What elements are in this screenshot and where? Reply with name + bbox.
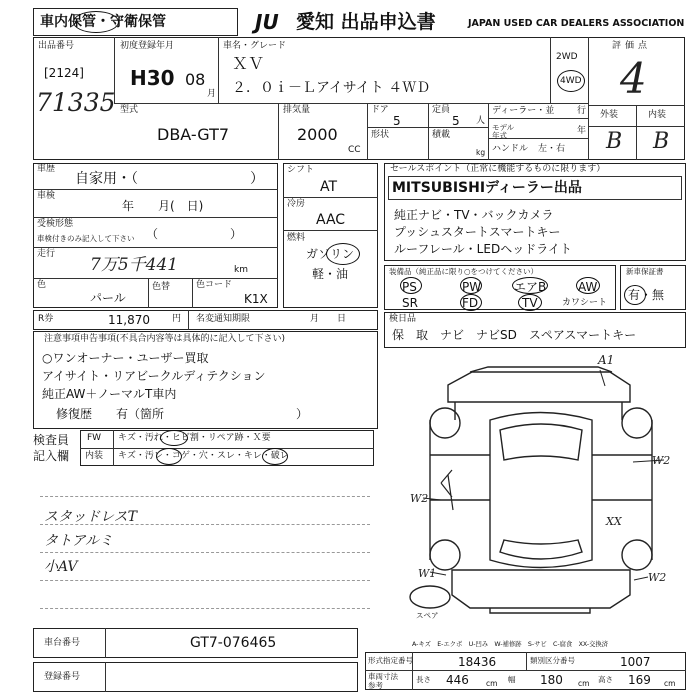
mileage-unit: km (234, 265, 248, 275)
ac-value: AAC (316, 212, 346, 228)
lot-number: 71335 (36, 88, 116, 117)
wid-label: 幅 (508, 675, 516, 684)
car-name: ＸＶ (232, 54, 265, 73)
regno-box (33, 662, 358, 692)
mark-w1: W1 (418, 567, 437, 580)
len-label: 長さ (416, 675, 431, 684)
fuel-gas: ガソリン (306, 247, 355, 261)
note-2: タトアルミ (44, 533, 114, 549)
len-value: 446 (446, 673, 469, 687)
score-value: 4 (620, 54, 647, 103)
int-score: B (653, 129, 670, 154)
sales-line-1: 純正ナビ・TV・バックカメラ (394, 208, 554, 222)
regno-label: 登録番号 (44, 672, 81, 682)
model-code-label: 形式指定番号 (368, 656, 413, 665)
load-unit: kg (476, 148, 486, 157)
lot-label: 出品番号 (38, 41, 75, 51)
handle-value: 左・右 (538, 144, 566, 154)
doors-value: 5 (393, 114, 401, 128)
checked-value: 保 取 ナビ ナビSD スペアスマートキー (392, 328, 637, 342)
equip-tv: TV (522, 296, 538, 310)
doors-label: ドア (371, 105, 389, 115)
assoc-name: JAPAN USED CAR DEALERS ASSOCIATION (468, 18, 685, 29)
reg-month: 08 (185, 70, 206, 89)
checker-label-1: 検査員 (33, 433, 70, 447)
equip-fd: FD (462, 296, 479, 310)
int-label: 内装 (648, 110, 667, 120)
mark-w2-left: W2 (410, 492, 429, 505)
history-label: 車歴 (37, 164, 56, 174)
chassis-label: 車台番号 (44, 638, 81, 648)
sales-line-3: ルーフレール・LEDヘッドライト (394, 242, 572, 256)
fuel-label: 燃料 (287, 233, 306, 243)
checker-int-items: キズ・汚レ・コゲ・穴・スレ・キレ・破レ (118, 451, 289, 461)
model-value: DBA-GT7 (157, 125, 230, 144)
class-value: 1007 (620, 655, 651, 669)
sales-headline: MITSUBISHIディーラー出品 (392, 180, 582, 196)
model-label: 型式 (120, 105, 139, 115)
wid-unit: cm (578, 679, 590, 688)
ext-score: B (606, 129, 623, 154)
mark-w2-rear: W2 (648, 571, 667, 584)
color-swap-label: 色替 (152, 282, 171, 292)
checker-label-2: 記入欄 (33, 449, 70, 463)
notice-value: 月 日 (310, 314, 347, 324)
inspection-value: 年 月( 日) (122, 199, 204, 213)
logo-mark: JU (255, 10, 279, 34)
disp-label: 排気量 (283, 105, 311, 115)
recycle-label: R券 (38, 314, 54, 324)
shift-label: シフト (287, 165, 315, 175)
checked-label: 検日品 (389, 314, 417, 324)
history-value: 自家用・（ ） (75, 171, 264, 187)
receipt-value: （ ） (146, 227, 243, 241)
ext-label: 外装 (600, 110, 619, 120)
equip-pw: PW (462, 280, 482, 294)
recycle-unit: 円 (172, 314, 182, 324)
seats-label: 定員 (432, 105, 451, 115)
receipt-label: 受検形態 (37, 219, 74, 229)
drive-2wd: 2WD (556, 52, 578, 62)
notice-label: 名変通知期限 (196, 314, 251, 324)
seats-unit: 人 (476, 116, 486, 126)
mark-spare: スペア (416, 611, 439, 620)
equip-ps: PS (402, 280, 417, 294)
equip-kawa: カワシート (562, 298, 608, 308)
equip-aw: AW (578, 280, 598, 294)
mark-xx: XX (606, 515, 622, 528)
color-code: K1X (244, 292, 268, 306)
reg-label: 初度登録年月 (120, 41, 175, 51)
model-year-unit: 年 (577, 126, 587, 136)
shape-label: 形状 (371, 130, 390, 140)
model-year-label: モデル年式 (492, 123, 515, 140)
drive-4wd: 4WD (560, 76, 582, 86)
hgt-unit: cm (664, 679, 676, 688)
dealer-label: ディーラー・並 (492, 106, 555, 116)
note-3: 小AV (44, 559, 78, 575)
hgt-value: 169 (628, 673, 651, 687)
warranty-value: 有・無 (628, 288, 665, 302)
note-1: スタッドレスT (44, 509, 137, 525)
remarks-line-4: 修復歴 有（箇所 ） (56, 407, 309, 421)
mark-w2-right: W2 (652, 454, 671, 467)
warranty-label: 新車保証書 (626, 267, 664, 276)
lot-sub: [2124] (44, 66, 84, 80)
disp-unit: CC (348, 145, 361, 155)
color-value: パール (90, 291, 126, 305)
mileage-label: 走行 (37, 249, 56, 259)
color-label: 色 (37, 280, 47, 290)
reg-month-unit: 月 (207, 89, 217, 99)
disp-value: 2000 (297, 125, 338, 144)
equip-airbag: エアB (514, 280, 547, 294)
form-title: 愛知 出品申込書 (296, 11, 436, 33)
checker-int-label: 内装 (85, 451, 104, 461)
equipment-label: 装備品（純正品に限り○をつけてください） (389, 267, 539, 276)
shift-value: AT (320, 179, 338, 195)
model-code: 18436 (458, 655, 497, 669)
remarks-line-1: ○ワンオーナー・ユーザー買取 (42, 351, 209, 365)
car-grade: ２．０ｉ－Ｌアイサイト ４ＷＤ (232, 80, 431, 96)
car-label: 車名・グレード (223, 41, 287, 51)
sales-line-2: プッシュスタートスマートキー (394, 225, 561, 239)
inspection-label: 車検 (37, 191, 56, 201)
score-label: 評価点 (612, 41, 652, 51)
damage-legend: A-キズ E-エクボ U-凹み W-補修跡 S-サビ C-腐食 XX-交換済 (412, 641, 609, 648)
reg-year: H30 (130, 66, 175, 90)
dim-label-1: 車両寸法 (368, 672, 398, 681)
wid-value: 180 (540, 673, 563, 687)
len-unit: cm (486, 679, 498, 688)
remarks-line-3: 純正AW＋ノーマルT車内 (42, 387, 177, 401)
fuel-diesel: 軽・油 (312, 267, 349, 281)
dealer-unit: 行 (577, 106, 587, 116)
handle-label: ハンドル (492, 144, 529, 154)
mileage-value: 7万5千441 (90, 255, 179, 275)
equip-sr: SR (402, 296, 418, 310)
mark-a1: A1 (598, 353, 615, 367)
remarks-line-2: アイサイト・リアビークルディテクション (42, 369, 266, 383)
ac-label: 冷房 (287, 199, 306, 209)
receipt-note: 車検付きのみ記入して下さい (37, 234, 135, 243)
chassis-value: GT7-076465 (190, 635, 277, 651)
color-code-label: 色コード (196, 280, 233, 290)
storage-label: 車内保管・守衛保管 (40, 14, 166, 30)
hgt-label: 高さ (598, 675, 613, 684)
load-label: 積載 (432, 130, 451, 140)
seats-value: 5 (452, 114, 460, 128)
checker-fw-items: キズ・汚れ・ヒビ割・リペア跡・Ｘ要 (118, 433, 271, 443)
recycle-value: 11,870 (108, 313, 150, 327)
sales-label: セールスポイント（正常に機能するものに限ります） (390, 164, 606, 174)
dim-label-2: 参考 (368, 681, 383, 690)
remarks-heading: 注意事項申告事項(不具合内容等は具体的に記入して下さい) (44, 334, 286, 344)
class-label: 類別区分番号 (530, 656, 575, 665)
checker-fw-label: FW (87, 433, 102, 443)
